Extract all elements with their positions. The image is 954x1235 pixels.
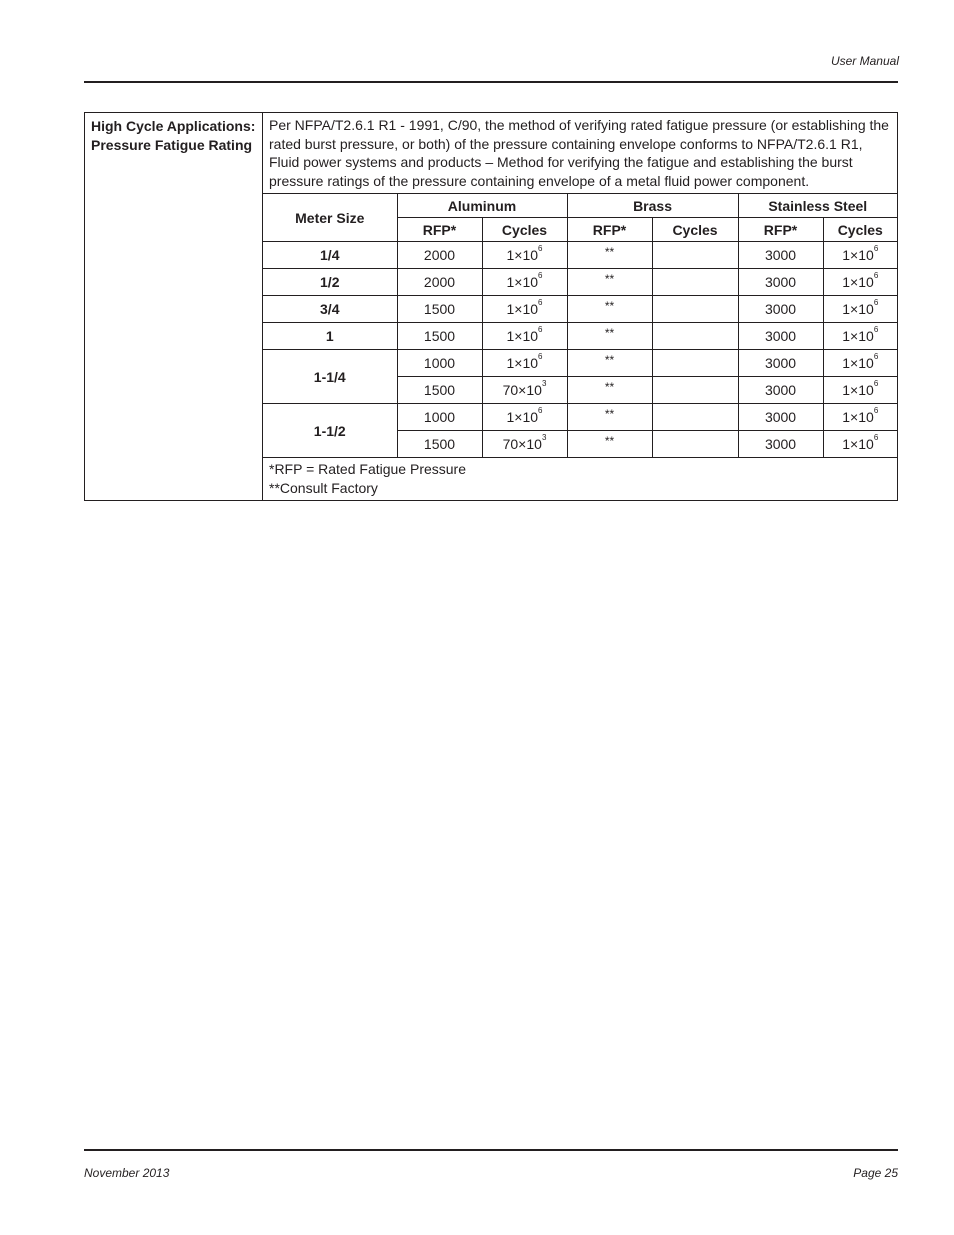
- meter-size-cell: 3/4: [263, 296, 397, 323]
- al-cycles-cell: $1\times 10^6$: [482, 296, 567, 323]
- br-cycles-cell: [652, 269, 738, 296]
- al-cycles-cell: $1\times 10^6$: [482, 323, 567, 350]
- section-content: [263, 113, 898, 501]
- table-notes: [263, 458, 897, 500]
- br-cycles-cell: [652, 377, 738, 404]
- subheader-br-rfp: RFP*: [567, 218, 652, 242]
- al-rfp-cell: 1500: [397, 377, 482, 404]
- rfp-table: [263, 193, 897, 458]
- ss-rfp-cell: 3000: [738, 431, 823, 458]
- al-cycles-cell: $1\times 10^6$: [482, 269, 567, 296]
- header-rule: [84, 81, 898, 83]
- table-row: [263, 404, 897, 431]
- al-rfp-cell: 1500: [397, 431, 482, 458]
- br-cycles-cell: [652, 296, 738, 323]
- ss-cycles-cell: $1\times 10^6$: [823, 296, 897, 323]
- ss-cycles-cell: $1\times 10^6$: [823, 323, 897, 350]
- subheader-br-cycles: Cycles: [652, 218, 738, 242]
- material-header-stainless-steel: Stainless Steel: [738, 194, 897, 218]
- section-description: Per NFPA/T2.6.1 R1 - 1991, C/90, the method of verifying rated fatigue pressure (or establishing the rated burst pressure, or both) of the pressure containing envelope conforms to NFPA/T2.6.1 R1, Fluid power systems and products – Method for verifying the fatigue and establishing the burst pressure ratings of the pressure containing envelope of a metal fluid power component.: [269, 117, 889, 189]
- ss-cycles-cell: $1\times 10^6$: [823, 242, 897, 269]
- section-label: High Cycle Applications: Pressure Fatigue Rating: [85, 113, 263, 501]
- ss-cycles-cell: $1\times 10^6$: [823, 350, 897, 377]
- meter-size-cell: 1-1/4: [263, 350, 397, 404]
- br-rfp-cell: **: [567, 350, 652, 377]
- br-rfp-cell: **: [567, 377, 652, 404]
- footer-rule: [84, 1149, 898, 1151]
- fatigue-rating-table: [84, 112, 898, 501]
- ss-rfp-cell: 3000: [738, 377, 823, 404]
- al-rfp-cell: 2000: [397, 269, 482, 296]
- ss-cycles-cell: $1\times 10^6$: [823, 404, 897, 431]
- subheader-ss-cycles: Cycles: [823, 218, 897, 242]
- ss-rfp-cell: 3000: [738, 323, 823, 350]
- note-rfp: *RFP = Rated Fatigue Pressure: [269, 461, 467, 477]
- ss-cycles-cell: $1\times 10^6$: [823, 431, 897, 458]
- al-cycles-cell: $1\times 10^6$: [482, 242, 567, 269]
- br-rfp-cell: **: [567, 242, 652, 269]
- br-cycles-cell: [652, 404, 738, 431]
- table-row: [263, 350, 897, 377]
- meter-size-cell: 1/4: [263, 242, 397, 269]
- footer-date: November 2013: [84, 1166, 170, 1180]
- al-rfp-cell: 1000: [397, 404, 482, 431]
- br-cycles-cell: [652, 242, 738, 269]
- ss-rfp-cell: 3000: [738, 242, 823, 269]
- meter-size-cell: 1-1/2: [263, 404, 397, 458]
- ss-rfp-cell: 3000: [738, 350, 823, 377]
- meter-size-cell: 1/2: [263, 269, 397, 296]
- table-row: [263, 323, 897, 350]
- al-cycles-cell: $70\times 10^3$: [482, 431, 567, 458]
- br-rfp-cell: **: [567, 269, 652, 296]
- br-rfp-cell: **: [567, 431, 652, 458]
- al-rfp-cell: 1000: [397, 350, 482, 377]
- note-consult-factory: **Consult Factory: [269, 479, 378, 496]
- br-cycles-cell: [652, 350, 738, 377]
- br-rfp-cell: **: [567, 404, 652, 431]
- al-cycles-cell: $1\times 10^6$: [482, 350, 567, 377]
- material-header-brass: Brass: [567, 194, 738, 218]
- ss-cycles-cell: $1\times 10^6$: [823, 377, 897, 404]
- subheader-al-rfp: RFP*: [397, 218, 482, 242]
- br-rfp-cell: **: [567, 296, 652, 323]
- page-number: Page 25: [853, 1166, 898, 1180]
- table-row: [263, 296, 897, 323]
- running-header: User Manual: [830, 54, 899, 68]
- material-header-aluminum: Aluminum: [397, 194, 567, 218]
- al-cycles-cell: $1\times 10^6$: [482, 404, 567, 431]
- ss-rfp-cell: 3000: [738, 296, 823, 323]
- meter-size-header: Meter Size: [263, 194, 397, 242]
- al-cycles-cell: $70\times 10^3$: [482, 377, 567, 404]
- ss-cycles-cell: $1\times 10^6$: [823, 269, 897, 296]
- br-rfp-cell: **: [567, 323, 652, 350]
- table-row: [263, 242, 897, 269]
- table-row: [263, 269, 897, 296]
- br-cycles-cell: [652, 431, 738, 458]
- al-rfp-cell: 2000: [397, 242, 482, 269]
- subheader-ss-rfp: RFP*: [738, 218, 823, 242]
- al-rfp-cell: 1500: [397, 323, 482, 350]
- subheader-al-cycles: Cycles: [482, 218, 567, 242]
- al-rfp-cell: 1500: [397, 296, 482, 323]
- br-cycles-cell: [652, 323, 738, 350]
- ss-rfp-cell: 3000: [738, 404, 823, 431]
- ss-rfp-cell: 3000: [738, 269, 823, 296]
- meter-size-cell: 1: [263, 323, 397, 350]
